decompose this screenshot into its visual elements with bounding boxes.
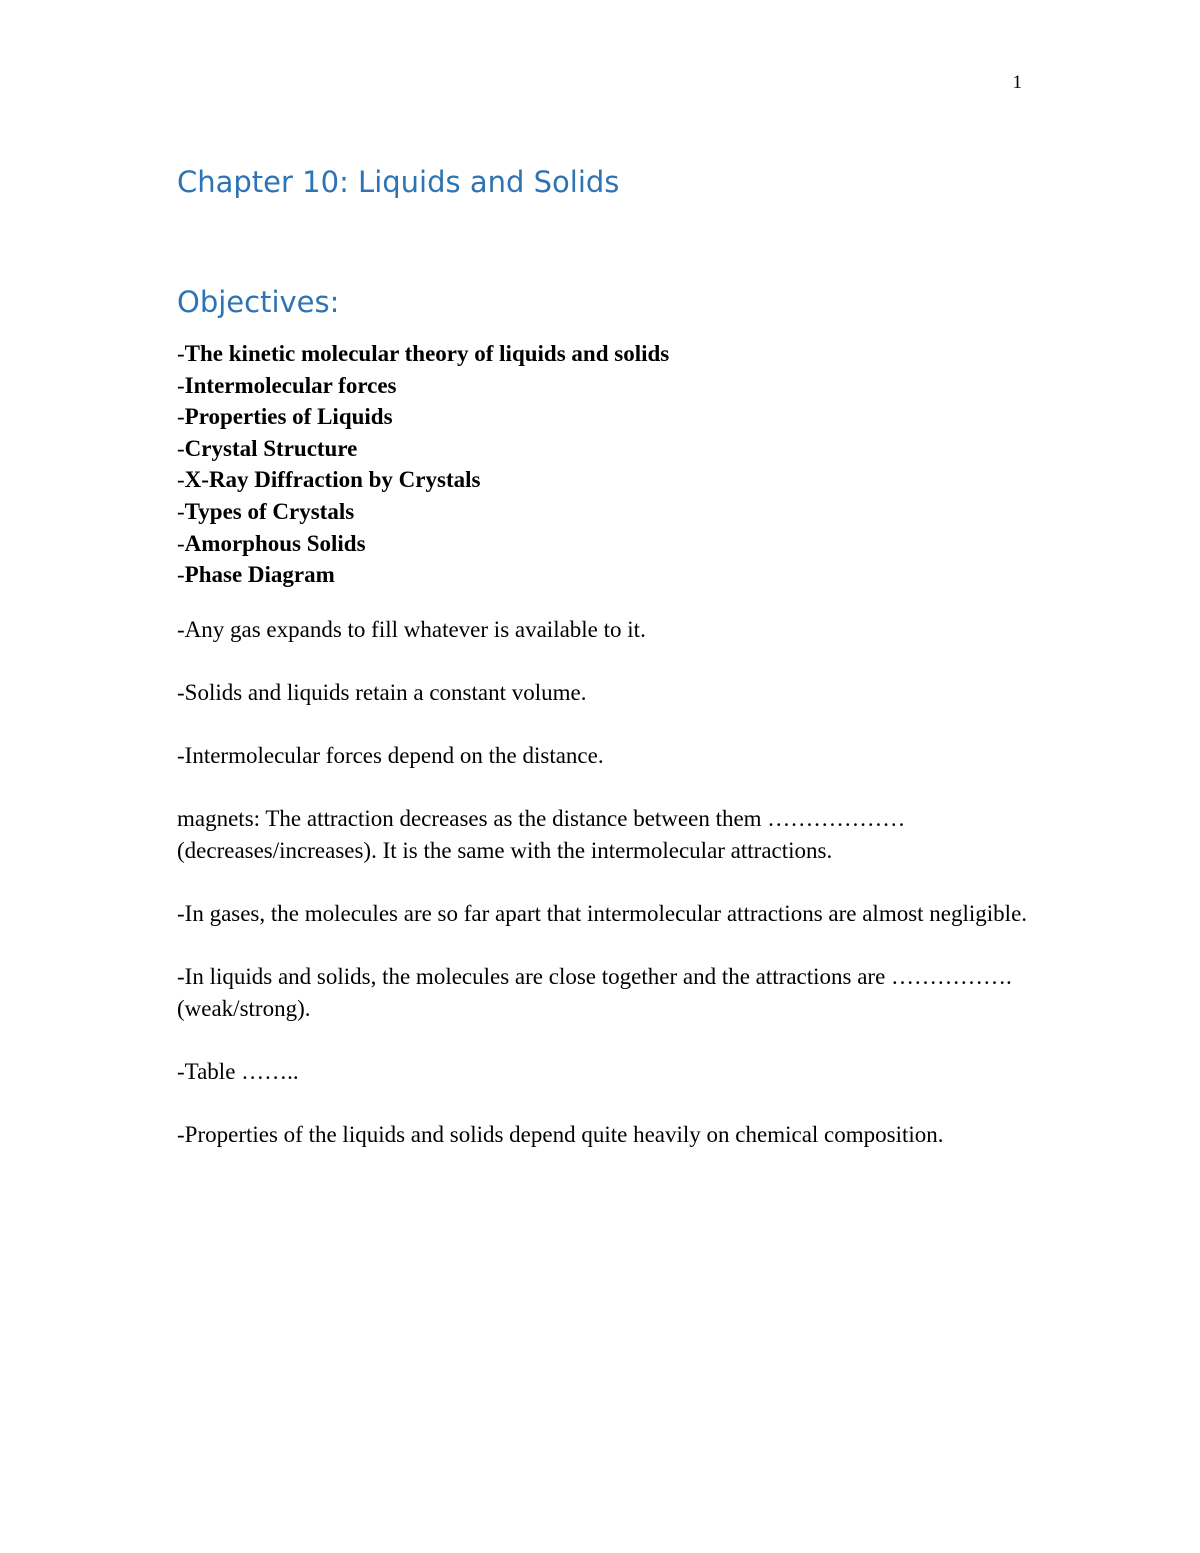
objectives-list	[177, 338, 1047, 591]
objective-item: -Phase Diagram	[177, 562, 335, 588]
paragraph-liquids-solids: -In liquids and solids, the molecules are close together and the attractions are ……………. (weak/strong).	[177, 964, 1012, 1021]
chapter-title: Chapter 10: Liquids and Solids	[177, 165, 620, 199]
objective-item: -Properties of Liquids	[177, 404, 393, 430]
objective-item: -Crystal Structure	[177, 435, 358, 461]
paragraph-gas-expands: -Any gas expands to fill whatever is available to it.	[177, 616, 646, 642]
paragraph-constant-volume: -Solids and liquids retain a constant volume.	[177, 679, 587, 705]
document-body	[177, 160, 1047, 1182]
objective-item: -Types of Crystals	[177, 498, 355, 524]
page-number: 1	[1012, 72, 1022, 93]
objective-item: -Intermolecular forces	[177, 372, 397, 398]
objectives-heading: Objectives:	[177, 285, 340, 319]
objective-item: -X-Ray Diffraction by Crystals	[177, 467, 481, 493]
paragraph-forces-distance: -Intermolecular forces depend on the distance.	[177, 743, 604, 769]
paragraph-gases: -In gases, the molecules are so far apart that intermolecular attractions are almost negligible.	[177, 901, 1028, 927]
paragraph-properties: -Properties of the liquids and solids depend quite heavily on chemical composition.	[177, 1122, 944, 1148]
paragraph-magnets: magnets: The attraction decreases as the distance between them ……………… (decreases/increases). It is the same with the intermolecular attractions.	[177, 806, 906, 863]
objective-item: -Amorphous Solids	[177, 530, 366, 556]
objective-item: -The kinetic molecular theory of liquids and solids	[177, 341, 670, 366]
paragraph-table: -Table ……..	[177, 1059, 299, 1085]
